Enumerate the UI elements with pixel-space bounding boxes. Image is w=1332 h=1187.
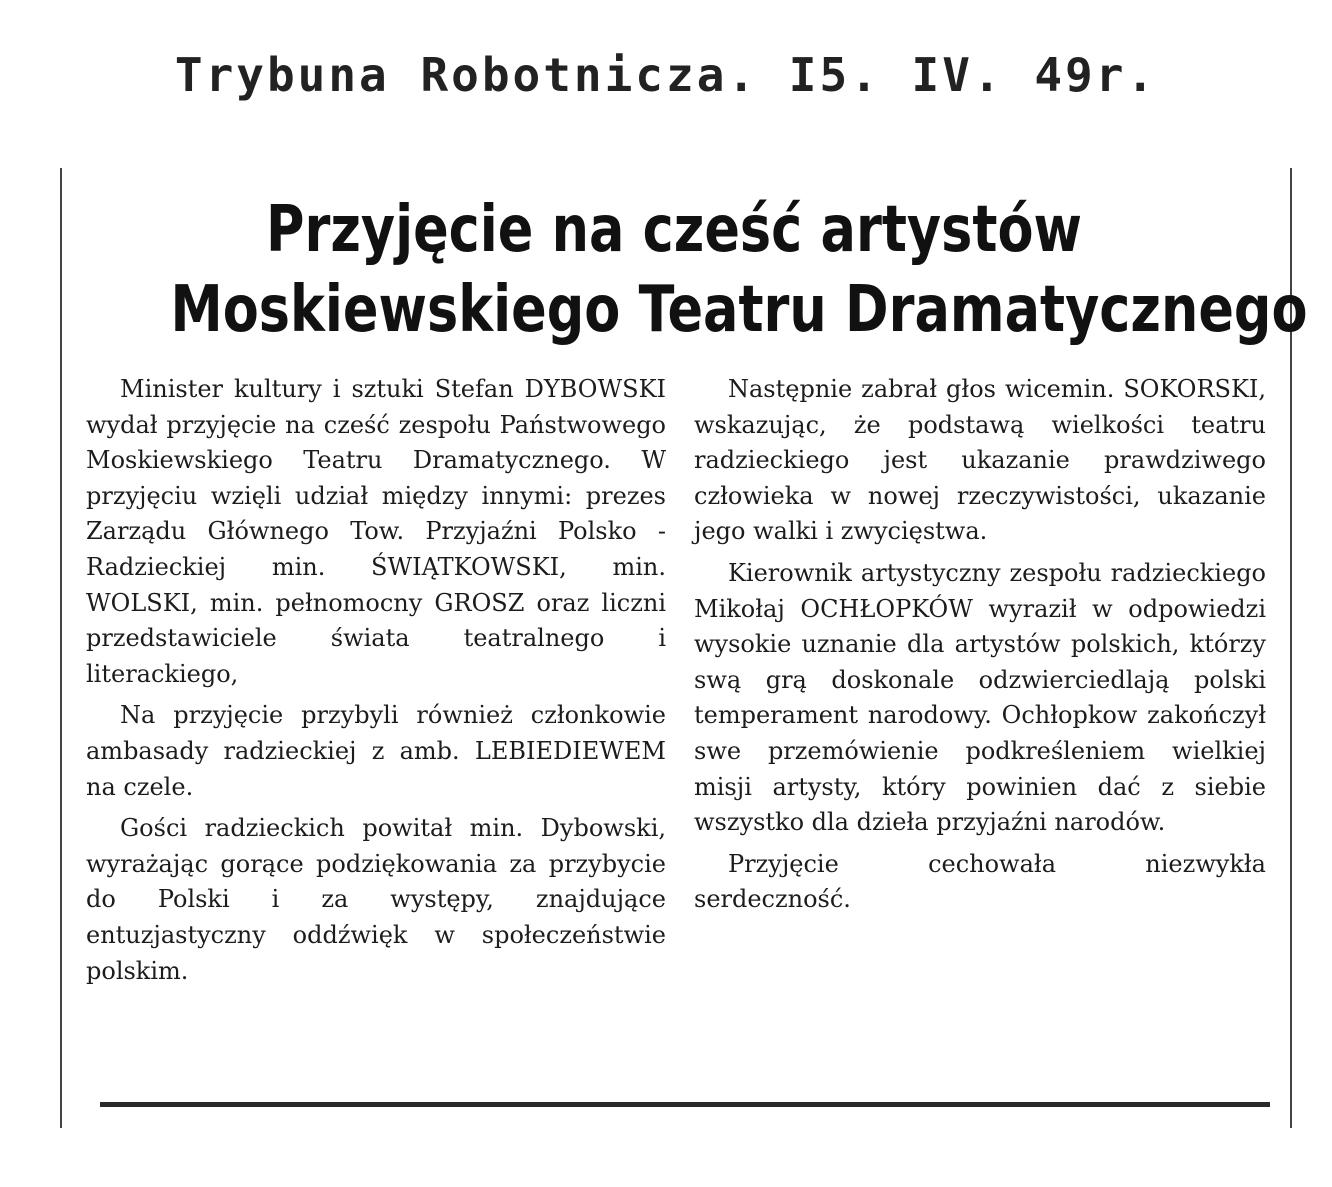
article-column-right bbox=[694, 372, 1266, 924]
paragraph: Następnie zabrał głos wicemin. SOKORSKI, wskazując, że podstawą wielkości teatru radzieckiego jest ukazanie prawdziwego człowieka w nowej rzeczywistości, ukazanie jego walki i zwycięstwa. bbox=[694, 375, 1266, 546]
paragraph: Kierownik artystyczny zespołu radzieckiego Mikołaj OCHŁOPKÓW wyraził w odpowiedzi wysokie uznanie dla artystów polskich, którzy swą grą doskonale odzwierciedlają polski temperament narodowy. Ochłopkow zakończył swe przemówienie podkreśleniem wielkiej misji artysty, który powinien dać z siebie wszystko dla dzieła przyjaźni narodów. bbox=[694, 558, 1266, 837]
headline-line-2: Moskiewskiego Teatru Dramatycznego bbox=[170, 273, 1308, 347]
paragraph: Minister kultury i sztuki Stefan DYBOWSKI wydał przyjęcie na cześć zespołu Państwowego Moskiewskiego Teatru Dramatycznego. W przyjęciu wzięli udział między innymi: prezes Zarządu Głównego Tow. Przyjaźni Polsko - Radzieckiej min. ŚWIĄTKOWSKI, min. WOLSKI, min. pełnomocny GROSZ oraz liczni przedstawiciele świata teatralnego i literackiego, bbox=[86, 375, 666, 688]
paragraph: Gości radzieckich powitał min. Dybowski, wyrażając gorące podziękowania za przybycie do Polski i za występy, znajdujące entuzjastyczny oddźwięk w społeczeństwie polskim. bbox=[86, 814, 666, 985]
paragraph: Na przyjęcie przybyli również członkowie ambasady radzieckiej z amb. LEBIEDIEWEM na czele. bbox=[86, 701, 666, 801]
article-headline bbox=[170, 190, 1308, 350]
article-column-left bbox=[86, 372, 666, 995]
bottom-rule bbox=[100, 1102, 1270, 1107]
typed-source-label: Trybuna Robotnicza. I5. IV. 49r. bbox=[174, 48, 1158, 102]
headline-line-1: Przyjęcie na cześć artystów bbox=[265, 193, 1083, 267]
paragraph: Przyjęcie cechowała niezwykła serdeczność. bbox=[694, 849, 1266, 914]
